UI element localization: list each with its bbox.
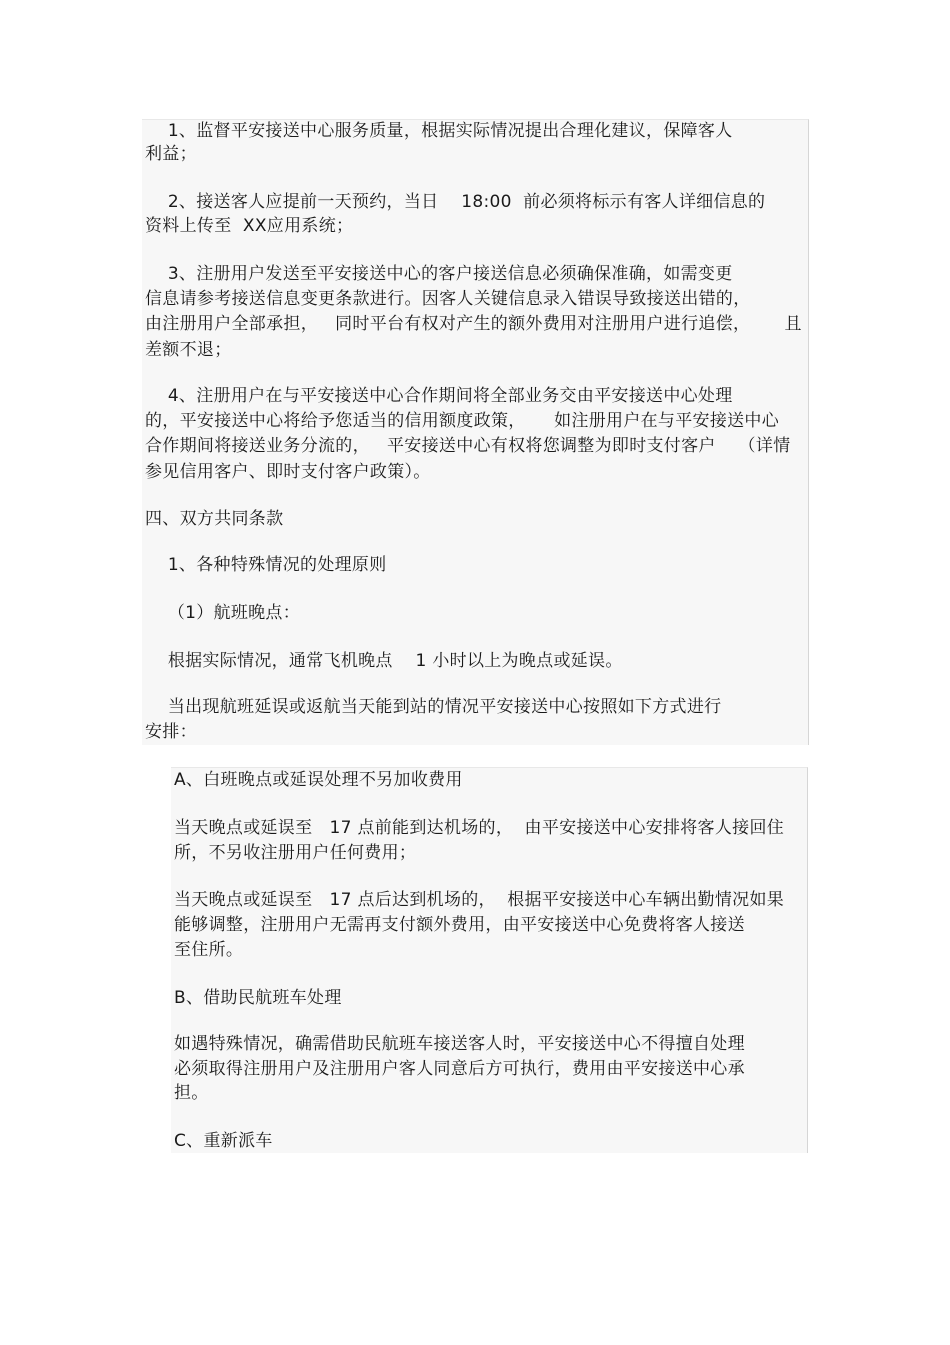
item-heading-flight-delay: （1）航班晚点： [145,603,301,623]
para-3-line-3: 由注册用户全部承担， 同时平台有权对产生的额外费用对注册用户进行追偿， 且 [145,314,802,334]
item-b-para-line-2: 必须取得注册用户及注册用户客人同意后方可执行，费用由平安接送中心承 [174,1059,745,1079]
para-2-line-2: 资料上传至 XX应用系统； [145,216,354,236]
para-2-line-1: 2、接送客人应提前一天预约，当日 18:00 前必须将标示有客人详细信息的 [145,192,766,212]
subsection-heading: 1、各种特殊情况的处理原则 [145,555,387,575]
para-1-line-2: 利益； [145,144,197,164]
para-3-line-1: 3、注册用户发送至平安接送中心的客户接送信息必须确保准确，如需变更 [145,264,733,284]
item-a-para-1-line-1: 当天晚点或延误至 17 点前能到达机场的， 由平安接送中心安排将客人接回住 [174,818,785,838]
para-3-line-4: 差额不退； [145,340,232,360]
para-arrangement-line-2: 安排： [145,722,197,742]
item-c-heading: C、重新派车 [174,1131,273,1151]
item-b-para-line-3: 担。 [174,1083,209,1103]
item-a-para-1-line-2: 所，不另收注册用户任何费用； [174,843,417,863]
para-3-line-2: 信息请参考接送信息变更条款进行。因客人关键信息录入错误导致接送出错的， [145,289,751,309]
para-4-line-3: 合作期间将接送业务分流的， 平安接送中心有权将您调整为即时支付客户 （详情 [145,436,791,456]
para-4-line-1: 4、注册用户在与平安接送中心合作期间将全部业务交由平安接送中心处理 [145,386,733,406]
item-a-para-2-line-2: 能够调整，注册用户无需再支付额外费用，由平安接送中心免费将客人接送 [174,915,745,935]
item-a-heading: A、白班晚点或延误处理不另加收费用 [174,770,463,790]
para-4-line-4: 参见信用客户、即时支付客户政策）。 [145,462,431,482]
para-4-line-2: 的，平安接送中心将给予您适当的信用额度政策， 如注册用户在与平安接送中心 [145,411,780,431]
item-a-para-2-line-3: 至住所。 [174,940,244,960]
para-arrangement-line-1: 当出现航班延误或返航当天能到站的情况平安接送中心按照如下方式进行 [145,697,722,717]
item-b-para-line-1: 如遇特殊情况，确需借助民航班车接送客人时，平安接送中心不得擅自处理 [174,1034,745,1054]
section-heading: 四、双方共同条款 [145,509,284,529]
para-delay-definition: 根据实际情况，通常飞机晚点 1 小时以上为晚点或延误。 [145,651,623,671]
item-a-para-2-line-1: 当天晚点或延误至 17 点后达到机场的， 根据平安接送中心车辆出勤情况如果 [174,890,785,910]
para-1-line-1: 1、监督平安接送中心服务质量，根据实际情况提出合理化建议，保障客人 [145,121,733,141]
item-b-heading: B、借助民航班车处理 [174,988,342,1008]
